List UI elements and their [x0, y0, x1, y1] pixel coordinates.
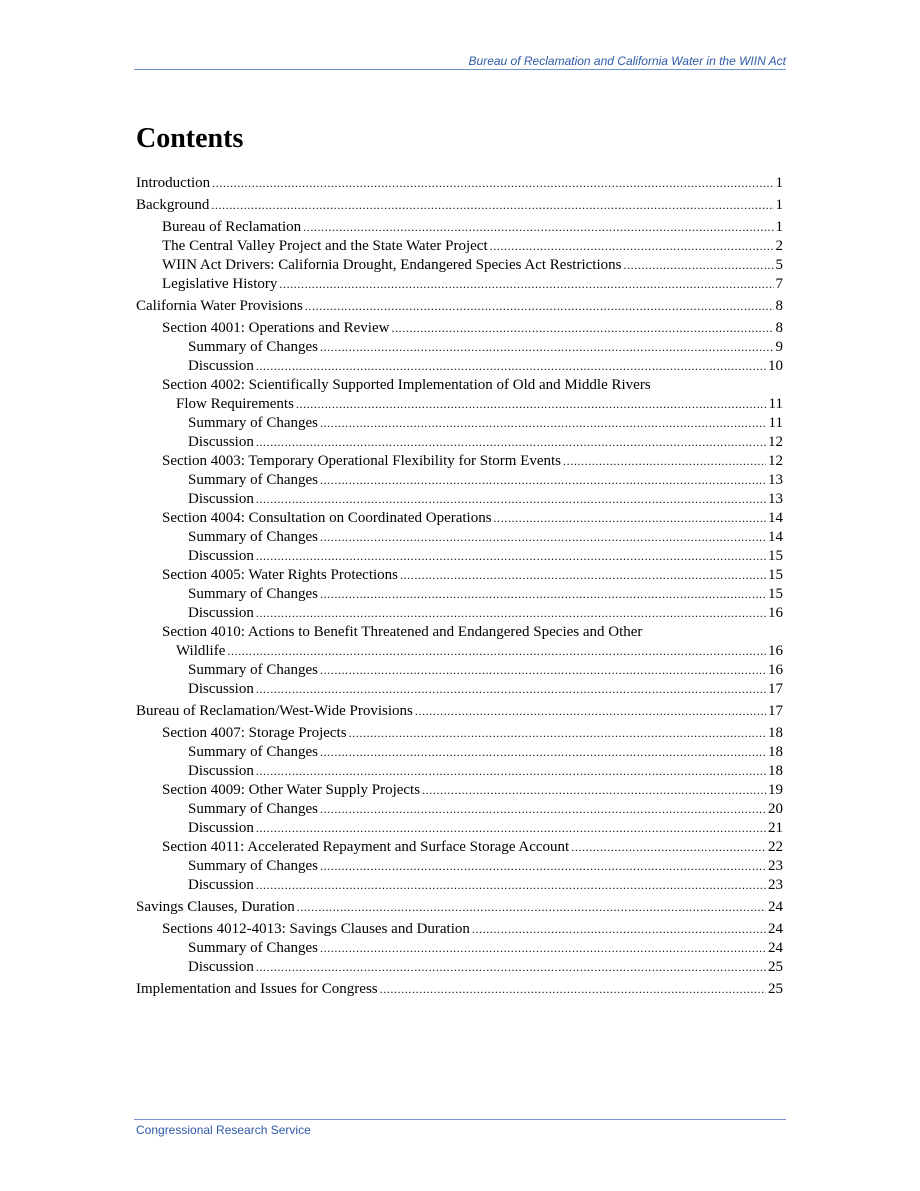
toc-entry-summary-of-changes[interactable]: Summary of Changes . . . 15	[136, 585, 783, 604]
toc-entry-legislative-history[interactable]: Legislative History . . . 7	[136, 275, 783, 294]
toc-entry-summary-of-changes[interactable]: Summary of Changes . . . 23	[136, 857, 783, 876]
table-of-contents	[136, 174, 783, 999]
toc-entry-discussion[interactable]: Discussion . . . 10	[136, 357, 783, 376]
toc-entry-section-4001[interactable]: Section 4001: Operations and Review . . . 8	[136, 319, 783, 338]
toc-entry-discussion[interactable]: Discussion . . . 12	[136, 433, 783, 452]
toc-entry-summary-of-changes[interactable]: Summary of Changes . . . 11	[136, 414, 783, 433]
toc-entry-introduction[interactable]: Introduction . . . 1	[136, 174, 783, 193]
toc-entry-section-4009[interactable]: Section 4009: Other Water Supply Projects . . . 19	[136, 781, 783, 800]
toc-entry-bureau-of-reclamation[interactable]: Bureau of Reclamation . . . 1	[136, 218, 783, 237]
toc-entry-summary-of-changes[interactable]: Summary of Changes . . . 14	[136, 528, 783, 547]
toc-entry-section-4003[interactable]: Section 4003: Temporary Operational Flexibility for Storm Events . . . 12	[136, 452, 783, 471]
toc-entry-background[interactable]: Background . . . 1	[136, 196, 783, 215]
toc-entry-summary-of-changes[interactable]: Summary of Changes . . . 20	[136, 800, 783, 819]
toc-entry-discussion[interactable]: Discussion . . . 18	[136, 762, 783, 781]
toc-entry-section-4002[interactable]: Flow Requirements . . . 11	[136, 395, 783, 414]
toc-entry-implementation-issues[interactable]: Implementation and Issues for Congress . . . 25	[136, 980, 783, 999]
toc-entry-west-wide-provisions[interactable]: Bureau of Reclamation/West-Wide Provisions . . . 17	[136, 702, 783, 721]
toc-entry-discussion[interactable]: Discussion . . . 15	[136, 547, 783, 566]
toc-entry-wiin-drivers[interactable]: WIIN Act Drivers: California Drought, Endangered Species Act Restrictions . . . 5	[136, 256, 783, 275]
toc-entry-section-4011[interactable]: Section 4011: Accelerated Repayment and Surface Storage Account . . . 22	[136, 838, 783, 857]
footer-divider	[134, 1119, 786, 1120]
toc-entry-california-water-provisions[interactable]: California Water Provisions . . . 8	[136, 297, 783, 316]
toc-entry-section-4002-heading[interactable]: Section 4002: Scientifically Supported Implementation of Old and Middle Rivers	[162, 377, 651, 393]
header-divider	[134, 69, 786, 70]
toc-entry-discussion[interactable]: Discussion . . . 16	[136, 604, 783, 623]
toc-entry-discussion[interactable]: Discussion . . . 21	[136, 819, 783, 838]
toc-entry-section-4010-heading[interactable]: Section 4010: Actions to Benefit Threatened and Endangered Species and Other	[162, 624, 643, 640]
toc-entry-discussion[interactable]: Discussion . . . 23	[136, 876, 783, 895]
toc-entry-cvp-swp[interactable]: The Central Valley Project and the State Water Project . . . 2	[136, 237, 783, 256]
toc-entry-summary-of-changes[interactable]: Summary of Changes . . . 24	[136, 939, 783, 958]
toc-entry-summary-of-changes[interactable]: Summary of Changes . . . 16	[136, 661, 783, 680]
toc-entry-discussion[interactable]: Discussion . . . 25	[136, 958, 783, 977]
toc-entry-savings-clauses-duration[interactable]: Savings Clauses, Duration . . . 24	[136, 898, 783, 917]
toc-entry-summary-of-changes[interactable]: Summary of Changes . . . 18	[136, 743, 783, 762]
toc-entry-section-4010[interactable]: Wildlife . . . 16	[136, 642, 783, 661]
toc-entry-section-4005[interactable]: Section 4005: Water Rights Protections . . . 15	[136, 566, 783, 585]
page-title: Contents	[136, 123, 244, 154]
running-header: Bureau of Reclamation and California Water in the WIIN Act	[468, 54, 786, 68]
toc-entry-sections-4012-4013[interactable]: Sections 4012-4013: Savings Clauses and Duration . . . 24	[136, 920, 783, 939]
toc-entry-section-4004[interactable]: Section 4004: Consultation on Coordinated Operations . . . 14	[136, 509, 783, 528]
toc-entry-discussion[interactable]: Discussion . . . 13	[136, 490, 783, 509]
toc-entry-discussion[interactable]: Discussion . . . 17	[136, 680, 783, 699]
toc-entry-section-4007[interactable]: Section 4007: Storage Projects . . . 18	[136, 724, 783, 743]
toc-entry-summary-of-changes[interactable]: Summary of Changes . . . 9	[136, 338, 783, 357]
footer-source: Congressional Research Service	[136, 1123, 311, 1137]
toc-entry-summary-of-changes[interactable]: Summary of Changes . . . 13	[136, 471, 783, 490]
